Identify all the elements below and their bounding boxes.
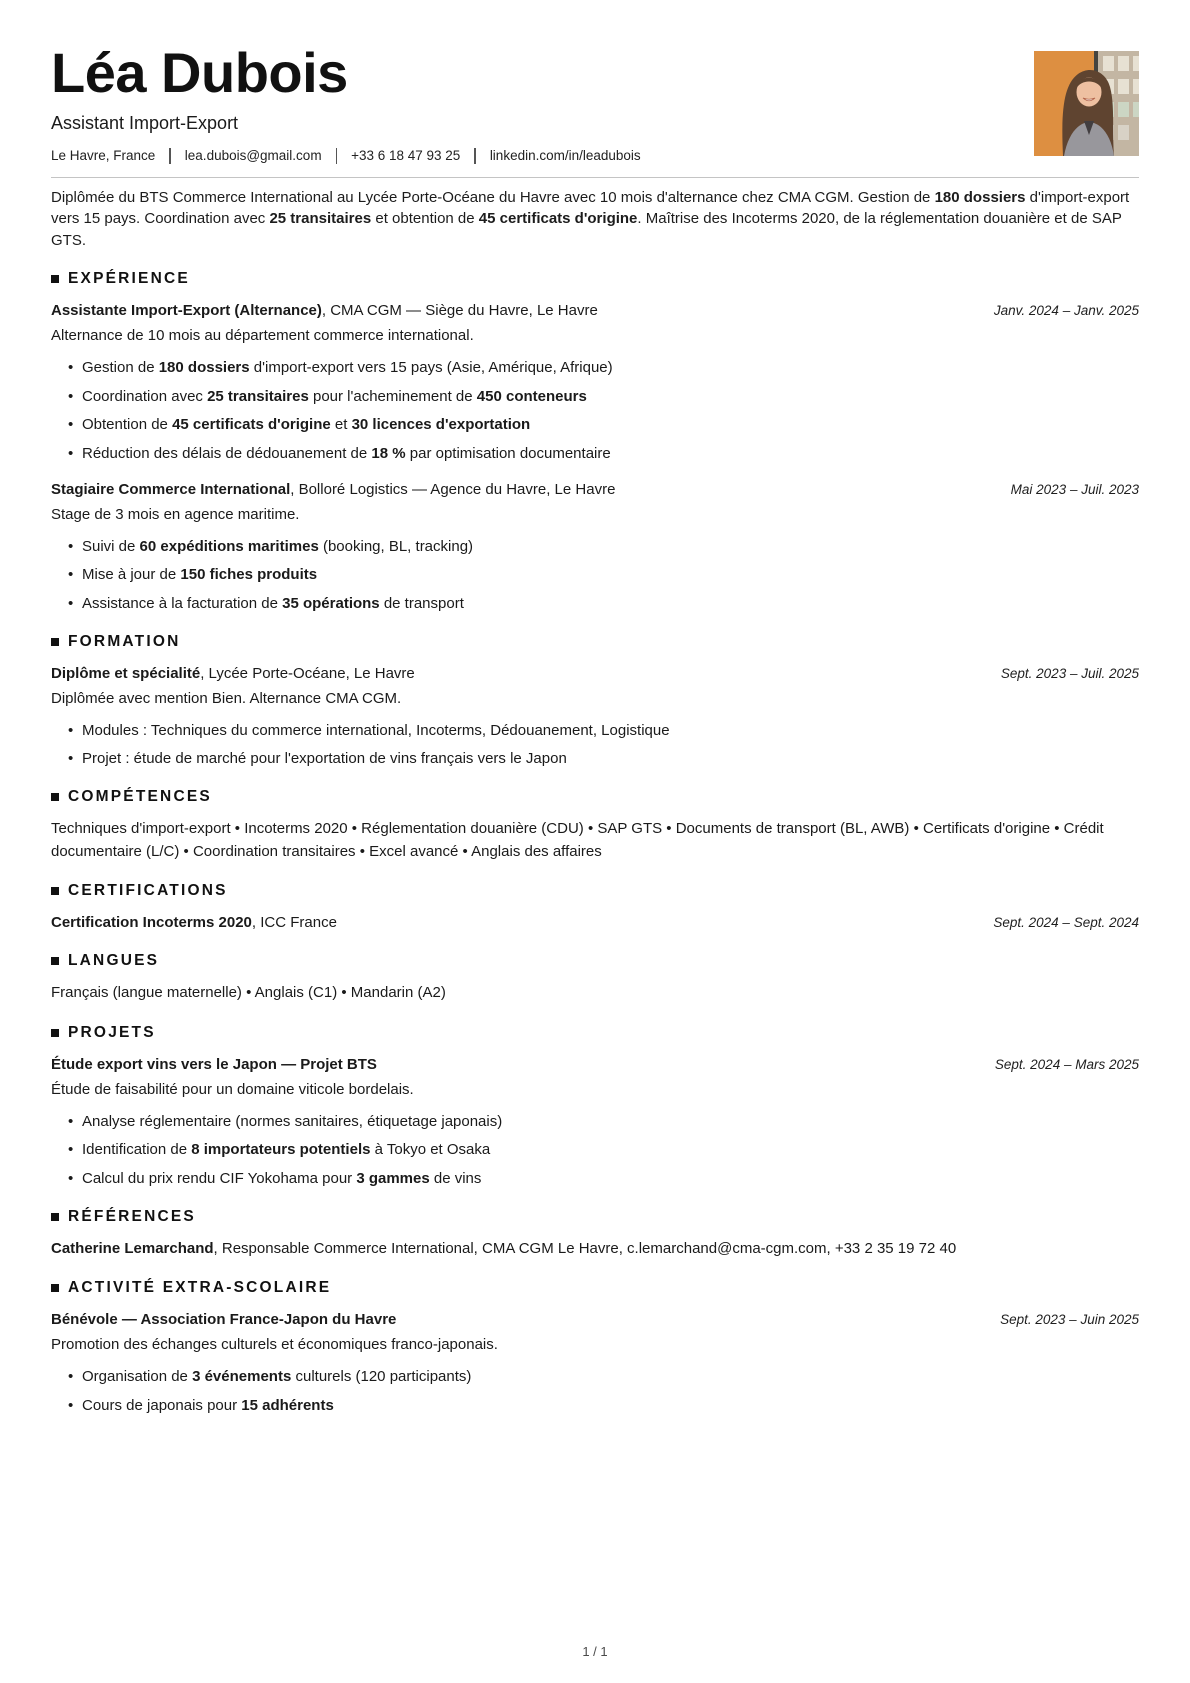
contact-phone: +33 6 18 47 93 25 <box>351 148 461 164</box>
entry-title: Bénévole — Association France-Japon du Havre <box>51 1311 397 1329</box>
section-marker-icon <box>51 793 59 801</box>
entry-title: Stagiaire Commerce International, Bolloré Logistics — Agence du Havre, Le Havre <box>51 480 616 498</box>
bullet-list <box>51 357 1139 464</box>
section-title-label: EXPÉRIENCE <box>68 270 190 288</box>
bullet-list <box>51 1366 1139 1416</box>
bullet-item: • Projet : étude de marché pour l'exportation de vins français vers le Japon <box>82 748 1139 769</box>
section-title <box>51 1024 1139 1042</box>
bullet-item: • Obtention de 45 certificats d'origine et 30 licences d'exportation <box>82 414 1139 435</box>
section-certifications <box>51 882 1139 933</box>
section-marker-icon <box>51 1284 59 1292</box>
bullet-item: • Assistance à la facturation de 35 opérations de transport <box>82 593 1139 614</box>
summary-paragraph: Diplômée du BTS Commerce International au Lycée Porte-Océane du Havre avec 10 mois d'alternance chez CMA CGM. Gestion de 180 dossiers d'import-export vers 15 pays. Coordination avec 25 transitaires et obtention de 45 certificats d'origine. Maîtrise des Incoterms 2020, de la réglementation douanière et de SAP GTS. <box>51 188 1130 249</box>
section-projets <box>51 1024 1139 1189</box>
entry-date: Sept. 2024 – Sept. 2024 <box>993 915 1139 931</box>
section-title <box>51 788 1139 806</box>
entry-subtitle: Stage de 3 mois en agence maritime. <box>51 505 300 523</box>
entry-subtitle: Promotion des échanges culturels et économiques franco-japonais. <box>51 1336 498 1354</box>
bullet-item: • Organisation de 3 événements culturels (120 participants) <box>82 1366 1139 1387</box>
bullet-item: • Modules : Techniques du commerce international, Incoterms, Dédouanement, Logistique <box>82 720 1139 741</box>
formation-entry <box>51 663 1139 770</box>
bullet-list <box>51 720 1139 770</box>
experience-entry <box>51 300 1139 464</box>
entry-date: Sept. 2023 – Juin 2025 <box>1000 1312 1139 1328</box>
bullet-item: • Cours de japonais pour 15 adhérents <box>82 1395 1139 1416</box>
entry-subtitle: Diplômée avec mention Bien. Alternance CMA CGM. <box>51 689 402 707</box>
project-entry <box>51 1054 1139 1189</box>
section-marker-icon <box>51 957 59 965</box>
entry-subtitle: Alternance de 10 mois au département commerce international. <box>51 327 474 345</box>
section-marker-icon <box>51 638 59 646</box>
languages-list: Français (langue maternelle) • Anglais (C1) • Mandarin (A2) <box>51 984 446 1002</box>
entry-subtitle: Étude de faisabilité pour un domaine viticole bordelais. <box>51 1080 414 1098</box>
section-title-label: RÉFÉRENCES <box>68 1207 196 1225</box>
contact-email: lea.dubois@gmail.com <box>184 148 322 164</box>
header-divider <box>51 177 1139 178</box>
bullet-item: • Analyse réglementaire (normes sanitaires, étiquetage japonais) <box>82 1111 1139 1132</box>
bullet-item: • Mise à jour de 150 fiches produits <box>82 564 1139 585</box>
bullet-list <box>51 536 1139 614</box>
section-activite-extra-scolaire <box>51 1279 1139 1416</box>
section-experience <box>51 270 1139 614</box>
section-langues <box>51 952 1139 1005</box>
contact-bar <box>51 148 1034 164</box>
section-references <box>51 1208 1139 1261</box>
entry-title: Diplôme et spécialité, Lycée Porte-Océane, Le Havre <box>51 664 415 682</box>
section-title-label: FORMATION <box>68 632 181 650</box>
entry-title: Étude export vins vers le Japon — Projet BTS <box>51 1055 377 1073</box>
contact-separator <box>474 148 476 164</box>
section-title <box>51 633 1139 651</box>
section-title-label: COMPÉTENCES <box>68 788 212 806</box>
section-title <box>51 952 1139 970</box>
resume-header <box>51 41 1139 164</box>
header-text-block <box>51 41 1034 164</box>
section-marker-icon <box>51 887 59 895</box>
section-title-label: ACTIVITÉ EXTRA-SCOLAIRE <box>68 1279 332 1297</box>
contact-separator <box>336 148 338 164</box>
extracurricular-entry <box>51 1309 1139 1416</box>
section-marker-icon <box>51 1029 59 1037</box>
section-title <box>51 270 1139 288</box>
contact-linkedin: linkedin.com/in/leadubois <box>489 148 641 164</box>
certification-entry <box>51 912 1139 933</box>
profile-photo <box>1034 51 1139 156</box>
entry-title: Assistante Import-Export (Alternance), CMA CGM — Siège du Havre, Le Havre <box>51 302 598 320</box>
candidate-title: Assistant Import-Export <box>51 112 239 133</box>
bullet-item: • Réduction des délais de dédouanement de 18 % par optimisation documentaire <box>82 443 1139 464</box>
page-number: 1 / 1 <box>582 1644 608 1659</box>
entry-date: Sept. 2023 – Juil. 2025 <box>1000 665 1139 681</box>
section-title <box>51 1208 1139 1226</box>
contact-separator <box>169 148 171 164</box>
entry-head <box>51 663 1139 684</box>
section-title-label: PROJETS <box>68 1023 156 1041</box>
entry-date: Mai 2023 – Juil. 2023 <box>1010 481 1139 497</box>
section-formation <box>51 633 1139 770</box>
section-title-label: CERTIFICATIONS <box>68 882 228 900</box>
bullet-item: • Coordination avec 25 transitaires pour l'acheminement de 450 conteneurs <box>82 386 1139 407</box>
experience-entry <box>51 479 1139 614</box>
section-title <box>51 1279 1139 1297</box>
entry-head <box>51 479 1139 500</box>
bullet-item: • Identification de 8 importateurs potentiels à Tokyo et Osaka <box>82 1139 1139 1160</box>
section-marker-icon <box>51 1213 59 1221</box>
candidate-name: Léa Dubois <box>51 41 348 104</box>
bullet-item: • Suivi de 60 expéditions maritimes (booking, BL, tracking) <box>82 536 1139 557</box>
entry-head <box>51 912 1139 933</box>
entry-title: Certification Incoterms 2020, ICC France <box>51 914 337 932</box>
section-title <box>51 882 1139 900</box>
skills-list: Techniques d'import-export • Incoterms 2020 • Réglementation douanière (CDU) • SAP GTS • Documents de transport (BL, AWB) • Certificats d'origine • Crédit documentaire (L/C) • Coordination transitaires • Excel avancé • Anglais des affaires <box>51 820 1104 860</box>
entry-head <box>51 1309 1139 1330</box>
reference-line: Catherine Lemarchand, Responsable Commerce International, CMA CGM Le Havre, c.lemarchand@cma-cgm.com, +33 2 35 19 72 40 <box>51 1239 957 1257</box>
bullet-item: • Gestion de 180 dossiers d'import-export vers 15 pays (Asie, Amérique, Afrique) <box>82 357 1139 378</box>
entry-date: Janv. 2024 – Janv. 2025 <box>993 303 1139 319</box>
entry-date: Sept. 2024 – Mars 2025 <box>994 1056 1139 1072</box>
bullet-list <box>51 1111 1139 1189</box>
section-title-label: LANGUES <box>68 952 160 970</box>
contact-location: Le Havre, France <box>51 148 156 164</box>
section-competences <box>51 788 1139 863</box>
entry-head <box>51 1054 1139 1075</box>
entry-head <box>51 300 1139 321</box>
bullet-item: • Calcul du prix rendu CIF Yokohama pour 3 gammes de vins <box>82 1168 1139 1189</box>
section-marker-icon <box>51 275 59 283</box>
